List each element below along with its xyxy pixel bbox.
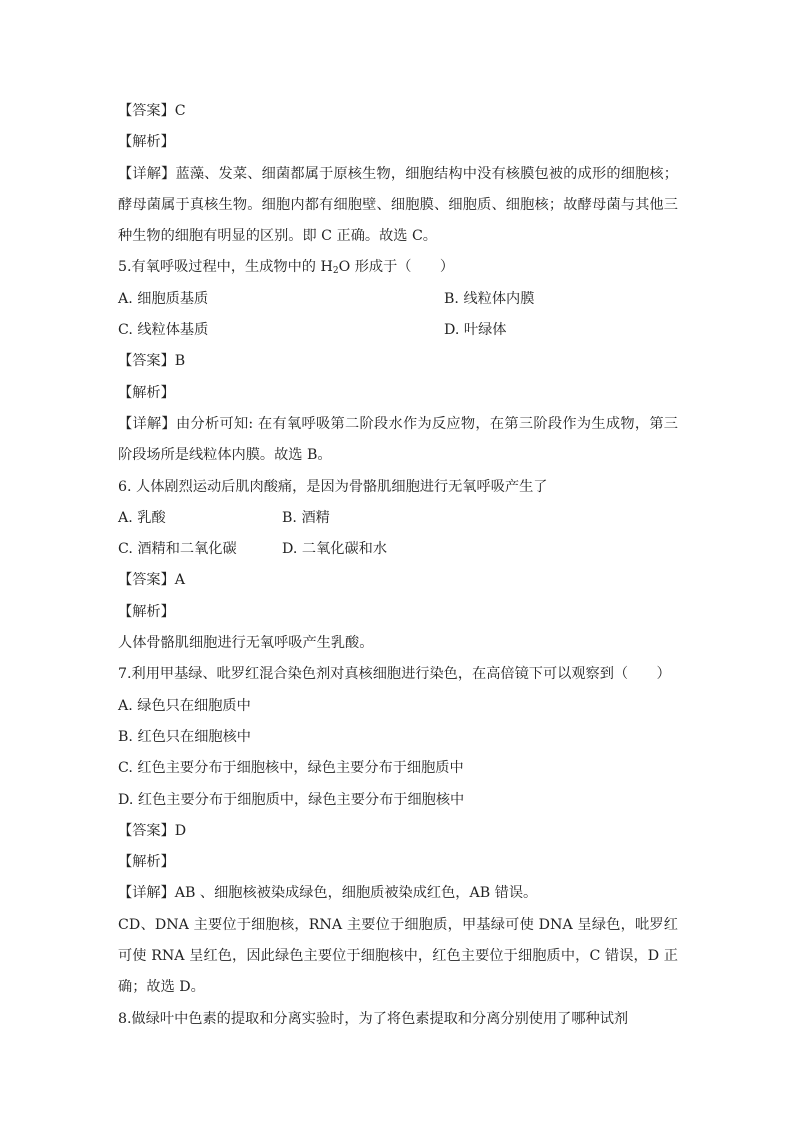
q5-option-c: C. 线粒体基质 <box>118 322 209 339</box>
answer-label-q6: 【答案】A <box>118 572 185 589</box>
q5-options-row-1 <box>118 284 688 315</box>
question-5-prefix: 5.有氧呼吸过程中，生成物中的 H <box>118 259 333 276</box>
q6-option-b: B. 酒精 <box>282 509 330 526</box>
analysis-label-q7: 【解析】 <box>118 854 175 871</box>
q7-option-d: D. 红色主要分布于细胞质中，绿色主要分布于细胞核中 <box>118 791 465 808</box>
document-page <box>118 96 688 1035</box>
answer-label-q4: 【答案】C <box>118 103 186 119</box>
explanation-q6: 人体骨骼肌细胞进行无氧呼吸产生乳酸。 <box>118 635 374 652</box>
q6-option-d: D. 二氧化碳和水 <box>282 541 388 558</box>
q6-options-row-1 <box>118 503 688 534</box>
q7-option-b: B. 红色只在细胞核中 <box>118 728 251 745</box>
answer-label-q7: 【答案】D <box>118 822 187 839</box>
question-6: 6. 人体剧烈运动后肌肉酸痛，是因为骨骼肌细胞进行无氧呼吸产生了 <box>118 478 548 495</box>
answer-label-q5: 【答案】B <box>118 353 186 370</box>
q7-option-c: C. 红色主要分布于细胞核中，绿色主要分布于细胞质中 <box>118 760 464 777</box>
explanation-q4: 【详解】蓝藻、发菜、细菌都属于原核生物，细胞结构中没有核膜包被的成形的细胞核；酵母菌属于真核生物。细胞内都有细胞壁、细胞膜、细胞质、细胞核；故酵母菌与其他三种生物的细胞有明显的区别。即 C 正确。故选 C。 <box>118 165 678 245</box>
explanation-q7-part2: CD、DNA 主要位于细胞核，RNA 主要位于细胞质，甲基绿可使 DNA 呈绿色，吡罗红可使 RNA 呈红色，因此绿色主要位于细胞核中，红色主要位于细胞质中，C 错误，D 正确；故选 D。 <box>118 916 678 996</box>
q6-option-c: C. 酒精和二氧化碳 <box>118 541 237 558</box>
question-8: 8.做绿叶中色素的提取和分离实验时，为了将色素提取和分离分别使用了哪种试剂 <box>118 1010 629 1027</box>
explanation-q7-part1: 【详解】AB 、细胞核被染成绿色，细胞质被染成红色，AB 错误。 <box>118 885 538 902</box>
question-5-suffix: O 形成于（ ） <box>338 259 455 276</box>
q5-option-d: D. 叶绿体 <box>444 322 507 339</box>
q7-option-a: A. 绿色只在细胞质中 <box>118 697 251 714</box>
q6-options-row-2 <box>118 534 688 565</box>
question-5 <box>118 252 688 283</box>
q5-option-a: A. 细胞质基质 <box>118 290 209 307</box>
q6-option-a: A. 乳酸 <box>118 509 166 526</box>
q5-options-row-2 <box>118 315 688 346</box>
question-7: 7.利用甲基绿、吡罗红混合染色剂对真核细胞进行染色，在高倍镜下可以观察到（ ） <box>118 666 671 683</box>
q5-option-b: B. 线粒体内膜 <box>444 290 535 307</box>
analysis-label-q5: 【解析】 <box>118 384 175 401</box>
analysis-label-q6: 【解析】 <box>118 603 175 620</box>
analysis-label-q4: 【解析】 <box>118 134 175 151</box>
question-5-subscript: 2 <box>332 266 339 277</box>
explanation-q5: 【详解】由分析可知: 在有氧呼吸第二阶段水作为反应物，在第三阶段作为生成物，第三阶段场所是线粒体内膜。故选 B。 <box>118 415 678 464</box>
